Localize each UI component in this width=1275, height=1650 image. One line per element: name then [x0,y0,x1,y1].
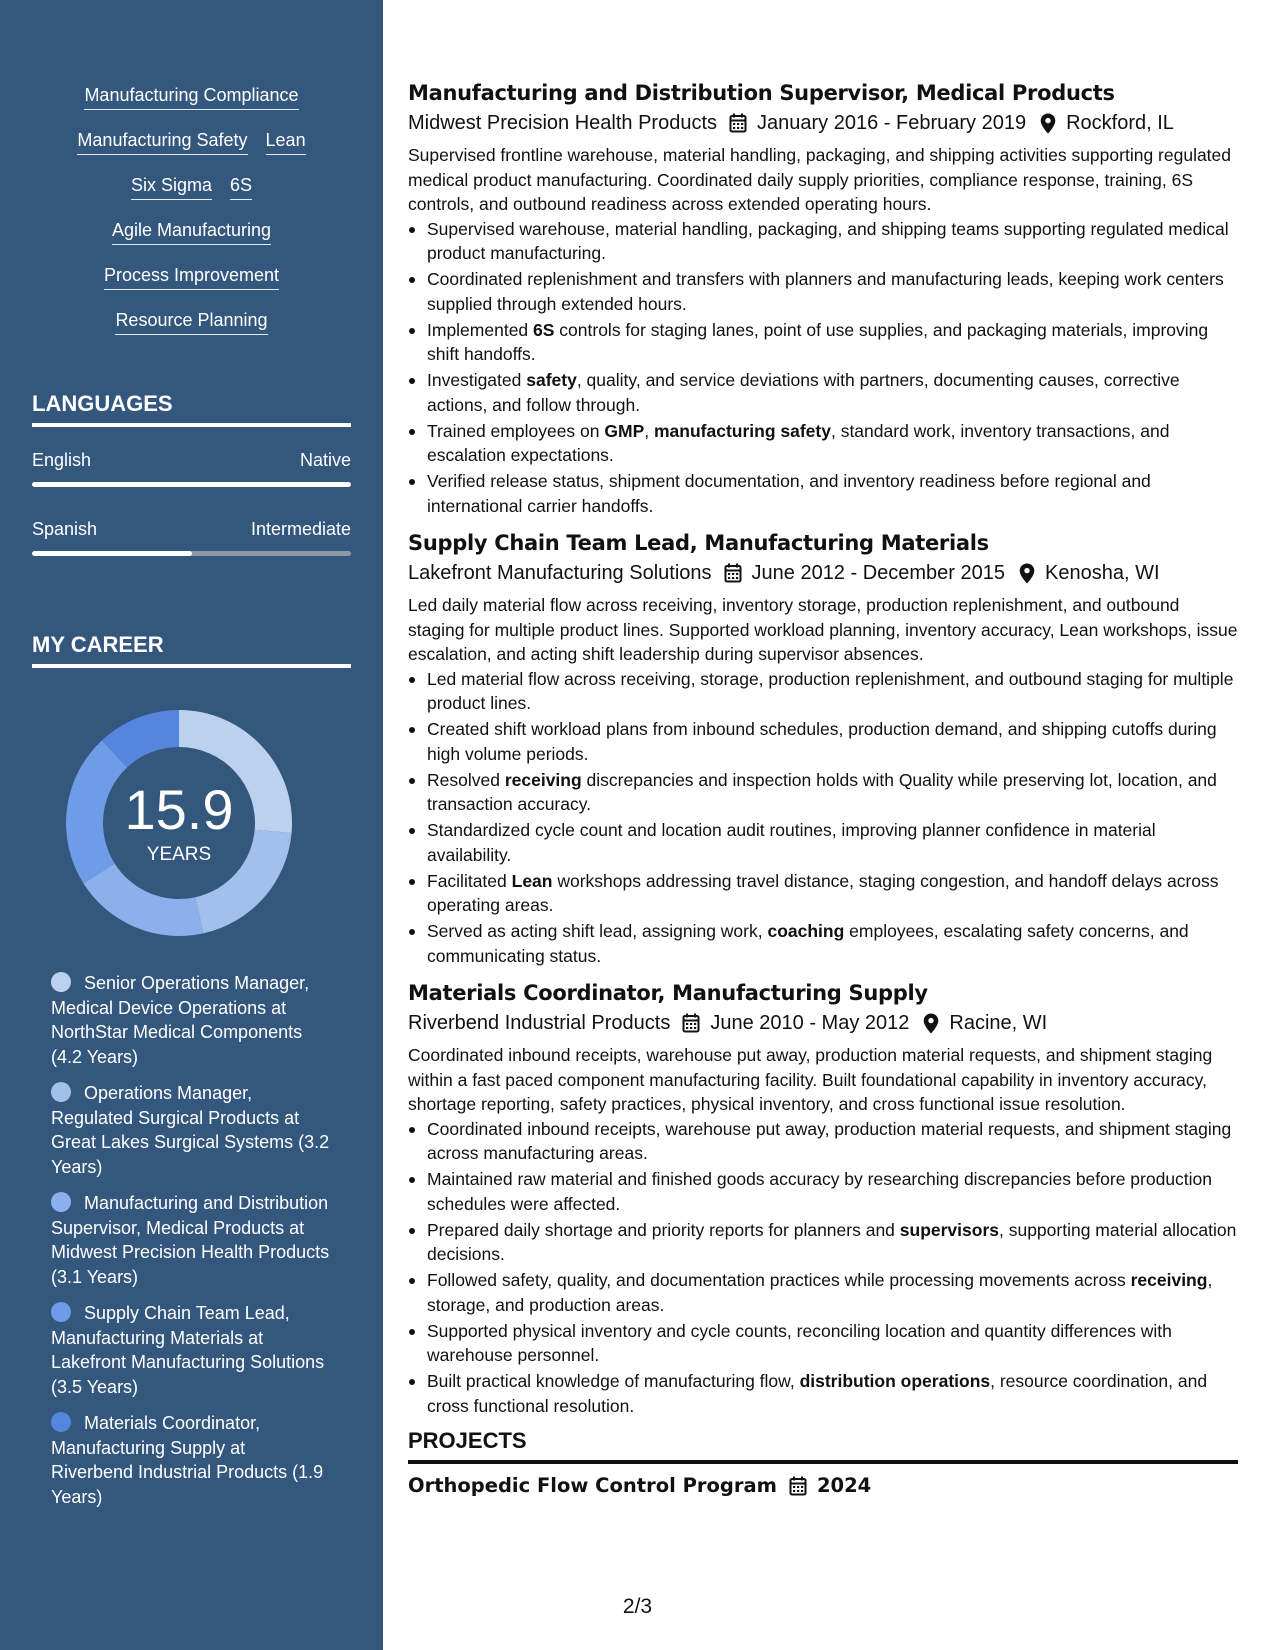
skill-tag: Agile Manufacturing [112,219,271,245]
job-bullet [408,1218,1238,1267]
map-pin-icon [1040,113,1056,134]
job-title: Manufacturing and Distribution Supervisor, Medical Products [408,81,1115,105]
job-summary: Supervised frontline warehouse, material handling, packaging, and shipping activities supporting regulated medical product manufacturing. Coordinated daily supply priorities, compliance response, training, 6S controls, and outbound readiness across extended operating hours. [408,145,1232,214]
career-total-years: 15.9 [124,778,234,841]
job-title: Materials Coordinator, Manufacturing Supply [408,981,928,1005]
language-proficiency-fill [32,482,351,487]
projects-heading: PROJECTS [408,1428,1238,1464]
bullet-keyword: GMP [604,420,645,441]
job-company: Riverbend Industrial Products [408,1012,671,1034]
job-bullet [408,419,1238,468]
job-bullet [408,1117,1238,1166]
skill-tag: Lean [266,129,306,155]
career-list [51,971,331,1521]
language-name: English [32,450,92,470]
project-entry [408,1472,1238,1500]
career-item [51,1191,331,1289]
bullet-text: Served as acting shift lead, assigning work, [427,921,768,941]
job-meta [408,108,1238,138]
bullet-text: , [644,420,654,441]
bullet-text: , quality, and service deviations with partners, documenting causes, corrective actions, and follow through. [427,370,1180,415]
career-item [51,1301,331,1399]
bullet-keyword: supervisors [899,1219,999,1240]
experience-list [408,78,1238,1418]
bullet-keyword: receiving [1130,1270,1208,1290]
languages-heading: LANGUAGES [32,391,351,427]
sidebar [0,0,383,1650]
bullet-text: Supervised warehouse, material handling, packaging, and shipping teams supporting regulated medical product manufacturing. [427,218,1229,263]
page-number-text: 2/3 [622,1595,653,1618]
job-location: Racine, WI [949,1012,1048,1034]
job-title: Supply Chain Team Lead, Manufacturing Materials [408,531,989,555]
bullet-text: , supporting material allocation decisions. [427,1219,1237,1264]
job-bullet [408,717,1238,766]
career-legend-dot [51,1302,71,1322]
language-item [32,518,351,556]
job-location: Rockford, IL [1066,112,1174,134]
map-pin-icon [1019,563,1035,584]
bullet-keyword: manufacturing safety [653,420,831,441]
skills-row [32,309,351,354]
bullet-text: discrepancies and inspection holds with Quality while preserving lot, location, and transaction accuracy. [427,769,1217,814]
bullet-text: Verified release status, shipment documentation, and inventory readiness before regional and international carrier handoffs. [427,471,1151,516]
job-meta [408,558,1238,588]
skill-tag: Manufacturing Safety [77,129,247,155]
skill-tag: 6S [230,174,252,200]
bullet-text: , resource coordination, and cross functional resolution. [427,1371,1208,1416]
calendar-icon [724,563,742,583]
language-proficiency-bar [32,551,351,556]
job-bullet [408,1268,1238,1317]
job-summary: Coordinated inbound receipts, warehouse put away, production material requests, and shipment staging within a fast paced component manufacturing facility. Built foundational capability in inventory accuracy, shortage reporting, safety practices, physical inventory, and cross functional issue resolution. [408,1045,1213,1114]
skills-row [32,264,351,309]
skills-list [32,84,351,354]
bullet-text: , standard work, inventory transactions, and escalation expectations. [427,420,1170,465]
bullet-text: Resolved [427,769,505,790]
career-total-unit: YEARS [146,844,212,865]
job-entry [408,78,1238,518]
job-summary: Led daily material flow across receiving, inventory storage, production replenishment, and outbound staging for multiple product lines. Supported workload planning, inventory accuracy, Lean workshops, issue escalation, and acting shift leadership during supervisor absences. [408,595,1238,664]
job-bullet [408,1369,1238,1418]
job-dates: June 2012 - December 2015 [751,562,1006,584]
job-entry [408,528,1238,968]
job-company: Lakefront Manufacturing Solutions [408,562,712,584]
skills-row [32,129,351,174]
bullet-keyword: Lean [511,870,553,891]
bullet-text: workshops addressing travel distance, staging congestion, and handoff delays across operating areas. [427,870,1219,915]
language-proficiency-fill [32,551,192,556]
language-level: Native [299,450,351,470]
bullet-text: controls for staging lanes, point of use supplies, and packaging materials, improving shift handoffs. [427,319,1209,364]
map-pin-icon [923,1013,939,1034]
skill-tag: Resource Planning [115,309,267,335]
bullet-text: Standardized cycle count and location audit routines, improving planner confidence in material availability. [427,820,1156,865]
career-donut-segment [83,864,203,936]
main-content [408,78,1238,1500]
bullet-text: Coordinated inbound receipts, warehouse put away, production material requests, and shipment staging across manufacturing areas. [427,1118,1232,1163]
bullet-text: Trained employees on [427,420,605,441]
job-bullet [408,217,1238,266]
page-number [0,1595,1275,1619]
job-bullet [408,318,1238,367]
career-heading: MY CAREER [32,632,351,668]
bullet-keyword: 6S [533,319,555,340]
language-name: Spanish [32,519,98,539]
bullet-text: Supported physical inventory and cycle counts, reconciling location and quantity differences with warehouse personnel. [427,1320,1172,1365]
career-item-text: Operations Manager, Regulated Surgical Products at Great Lakes Surgical Systems (3.2 Years) [51,1083,330,1177]
job-bullet [408,469,1238,518]
job-bullet [408,667,1238,716]
bullet-text: , storage, and production areas. [427,1270,1213,1315]
job-bullet [408,1319,1238,1368]
job-bullets [408,1117,1238,1419]
calendar-icon [789,1476,807,1496]
bullet-text: employees, escalating safety concerns, and communicating status. [427,921,1189,966]
bullet-text: Investigated [427,370,527,390]
career-item-text: Supply Chain Team Lead, Manufacturing Materials at Lakefront Manufacturing Solutions (3.5 Years) [51,1303,325,1397]
bullet-keyword: distribution operations [799,1371,991,1391]
bullet-keyword: coaching [767,921,845,941]
job-meta [408,1008,1238,1038]
bullet-text: Maintained raw material and finished goods accuracy by researching discrepancies before production schedules were affected. [427,1169,1213,1214]
bullet-text: Implemented [427,319,534,340]
career-item [51,971,331,1069]
language-level: Intermediate [250,519,351,539]
career-item [51,1411,331,1509]
career-legend-dot [51,972,71,992]
career-item-text: Materials Coordinator, Manufacturing Supply at Riverbend Industrial Products (1.9 Years) [51,1413,324,1507]
job-bullet [408,869,1238,918]
bullet-text: Created shift workload plans from inbound schedules, production demand, and shipping cutoffs during high volume periods. [427,719,1217,764]
bullet-text: Led material flow across receiving, storage, production replenishment, and outbound staging for multiple product lines. [427,668,1234,713]
language-item [32,449,351,487]
skills-row [32,174,351,219]
career-legend-dot [51,1082,71,1102]
job-dates: January 2016 - February 2019 [757,112,1027,134]
job-bullets [408,667,1238,969]
bullet-text: Coordinated replenishment and transfers with planners and manufacturing leads, keeping work centers supplied through extended hours. [427,269,1224,314]
skill-tag: Six Sigma [131,174,212,200]
project-year: 2024 [816,1474,872,1497]
skills-row [32,84,351,129]
bullet-keyword: safety [526,370,577,390]
skills-row [32,219,351,264]
career-item-text: Manufacturing and Distribution Supervisor, Medical Products at Midwest Precision Health Products (3.1 Years) [51,1193,330,1287]
project-title: Orthopedic Flow Control Program [408,1474,777,1497]
bullet-text: Built practical knowledge of manufacturing flow, [427,1371,800,1391]
career-legend-dot [51,1412,71,1432]
skill-tag: Process Improvement [104,264,279,290]
language-proficiency-bar [32,482,351,487]
bullet-text: Prepared daily shortage and priority reports for planners and [427,1219,900,1240]
job-bullet [408,267,1238,316]
job-dates: June 2010 - May 2012 [710,1012,910,1034]
job-bullet [408,919,1238,968]
career-item-text: Senior Operations Manager, Medical Device Operations at NorthStar Medical Components (4.2 Years) [51,973,310,1067]
bullet-text: Facilitated [427,870,512,891]
job-bullet [408,1167,1238,1216]
job-bullet [408,368,1238,417]
bullet-keyword: receiving [504,769,582,790]
calendar-icon [729,113,747,133]
job-bullets [408,217,1238,519]
bullet-text: Followed safety, quality, and documentation practices while processing movements across [427,1270,1131,1290]
career-item [51,1081,331,1179]
career-legend-dot [51,1192,71,1212]
calendar-icon [682,1013,700,1033]
job-bullet [408,818,1238,867]
job-entry [408,978,1238,1418]
job-bullet [408,768,1238,817]
job-location: Kenosha, WI [1045,562,1160,584]
job-company: Midwest Precision Health Products [408,112,718,134]
projects-list [408,1472,1238,1500]
skill-tag: Manufacturing Compliance [84,84,298,110]
